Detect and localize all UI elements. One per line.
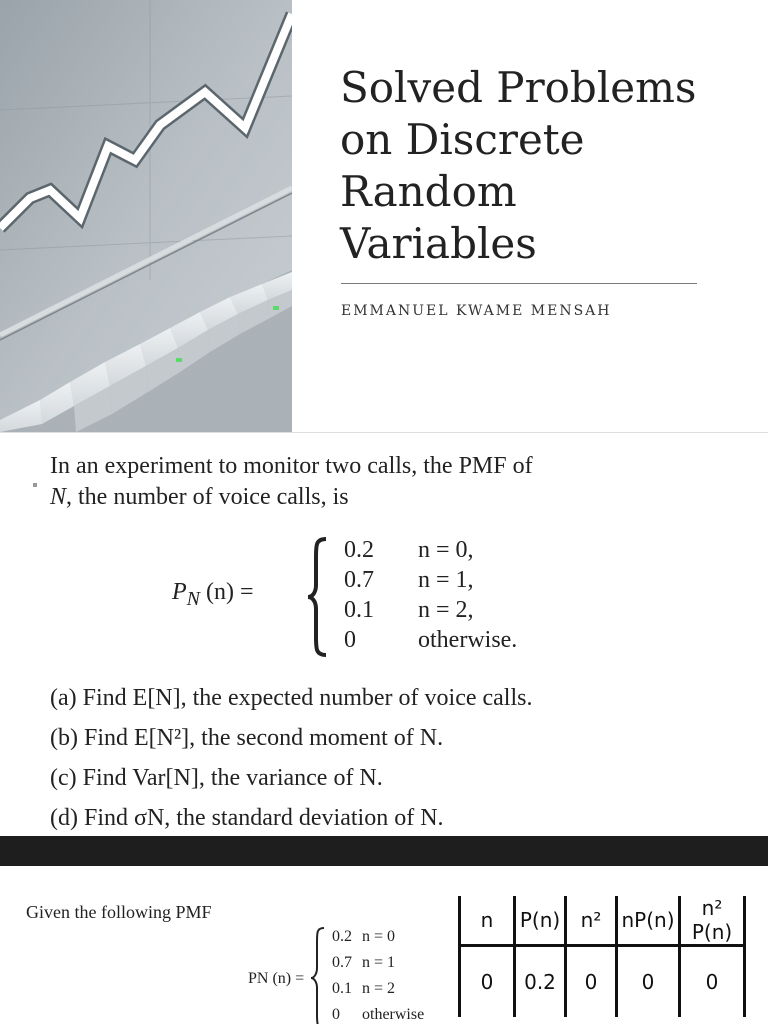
- solution-slide: [0, 866, 768, 1024]
- cover-title-line: Solved Problems: [340, 63, 697, 112]
- table-header-row: [460, 896, 745, 946]
- intro-line-rest: , the number of voice calls, is: [66, 484, 349, 510]
- pmf-value: 0.1: [344, 597, 374, 623]
- pmf-condition: n = 0: [362, 928, 396, 945]
- pmf-condition: otherwise.: [418, 627, 518, 653]
- question-item: (d) Find σN, the standard deviation of N.: [50, 805, 444, 831]
- cover-title-line: on Discrete: [340, 115, 585, 164]
- intro-line: In an experiment to monitor two calls, the PMF of: [50, 453, 533, 479]
- cover-photo: [0, 0, 292, 432]
- column-header-n: n: [460, 896, 515, 946]
- table-cell: 0: [617, 946, 680, 1018]
- pmf-value: 0.2: [344, 537, 374, 563]
- pmf-arg: (n) =: [206, 579, 254, 605]
- left-brace-icon: [306, 537, 330, 657]
- column-header-pn: P(n): [515, 896, 566, 946]
- cover-slide: [0, 0, 768, 432]
- pmf-condition: n = 1: [362, 954, 396, 971]
- pmf-condition: n = 2: [362, 980, 396, 997]
- title-divider: [341, 283, 697, 284]
- pmf-condition: n = 2,: [418, 597, 474, 623]
- pmf-lhs: [172, 579, 254, 611]
- given-text: Given the following PMF: [26, 902, 212, 922]
- calculation-table: [458, 896, 746, 1017]
- pmf-value: 0.1: [332, 980, 352, 997]
- pmf-value: 0.7: [344, 567, 374, 593]
- cover-title-line: Random: [340, 167, 517, 216]
- table-cell: 0: [460, 946, 515, 1018]
- pmf-equation: [172, 535, 592, 659]
- table-row: [460, 946, 745, 1018]
- pmf-lhs: PN (n) =: [248, 970, 305, 987]
- pmf-value: 0.2: [332, 928, 352, 945]
- pmf-value: 0: [332, 1006, 340, 1023]
- intro-line: [50, 482, 533, 513]
- pmf-value: 0.7: [332, 954, 352, 971]
- column-header-n-squared-pn: n² P(n): [680, 896, 745, 946]
- column-header-npn: nP(n): [617, 896, 680, 946]
- question-item: (c) Find Var[N], the variance of N.: [50, 765, 383, 791]
- staircase-graph-image: [0, 0, 292, 432]
- cover-title-line: Variables: [340, 219, 537, 268]
- variable-n: N: [50, 484, 67, 510]
- question-list: [50, 678, 532, 838]
- pmf-func: P: [172, 579, 187, 605]
- author-name: EMMANUEL KWAME MENSAH: [341, 303, 612, 319]
- pmf-condition: otherwise: [362, 1006, 425, 1023]
- question-item: (a) Find E[N], the expected number of voice calls.: [50, 685, 533, 711]
- column-header-n-squared: n²: [566, 896, 617, 946]
- pmf-sub: N: [186, 587, 201, 610]
- left-brace-icon: [310, 926, 326, 1024]
- problem-intro: [50, 451, 533, 513]
- pmf-condition: n = 1,: [418, 567, 474, 593]
- table-cell: 0.2: [515, 946, 566, 1018]
- problem-slide: [0, 432, 768, 837]
- table-cell: 0: [680, 946, 745, 1018]
- question-item: (b) Find E[N²], the second moment of N.: [50, 725, 444, 751]
- table-cell: 0: [566, 946, 617, 1018]
- pmf-condition: n = 0,: [418, 537, 474, 563]
- slide-divider-band: [0, 836, 768, 866]
- cover-title: [340, 62, 740, 270]
- pmf-value: 0: [344, 627, 356, 653]
- bullet-icon: [33, 483, 37, 487]
